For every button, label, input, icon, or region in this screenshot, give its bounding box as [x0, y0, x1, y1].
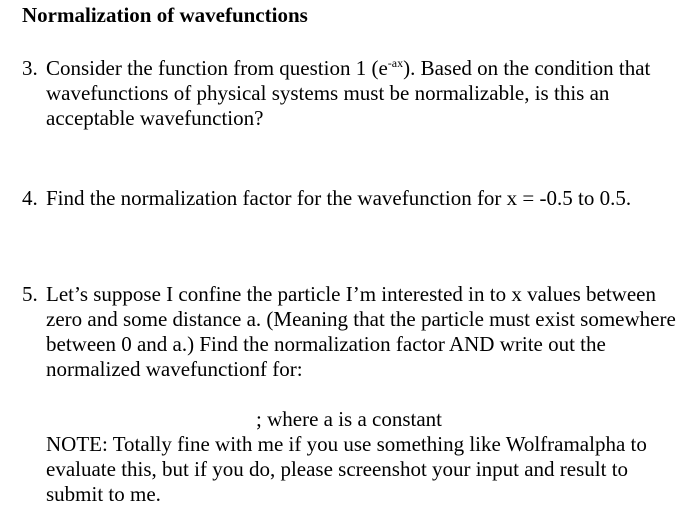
exponent: -ax [387, 56, 404, 70]
question-text-end: ). Based on the condition that wavefunctions of physical systems must be normalizable, is this an acceptable wavefunction? [46, 56, 651, 130]
note-text: NOTE: Totally fine with me if you use something like Wolframalpha to evaluate this, but if you do, please screenshot your input and result to submit to me. [46, 432, 647, 506]
question-text: Find the normalization factor for the wavefunction for x = -0.5 to 0.5. [46, 186, 632, 210]
question-3 [22, 56, 682, 131]
question-text: Let’s suppose I confine the particle I’m interested in to x values between zero and some distance a. (Meaning that the particle must exist somewhere between 0 and a.) Find the normalization factor AND write out the normalized wavefunctionf for: [46, 282, 676, 381]
question-text-start: Consider the function from question 1 (e [46, 56, 388, 80]
question-4 [22, 186, 682, 211]
question-number: 3. [22, 56, 38, 80]
wavefunction-constraint: ; where a is a constant [256, 407, 443, 431]
page-title: Normalization of wavefunctions [22, 3, 308, 27]
question-number: 5. [22, 282, 38, 306]
question-number: 4. [22, 186, 38, 210]
question-body [46, 282, 682, 507]
question-5 [22, 282, 682, 507]
question-text [46, 56, 682, 131]
